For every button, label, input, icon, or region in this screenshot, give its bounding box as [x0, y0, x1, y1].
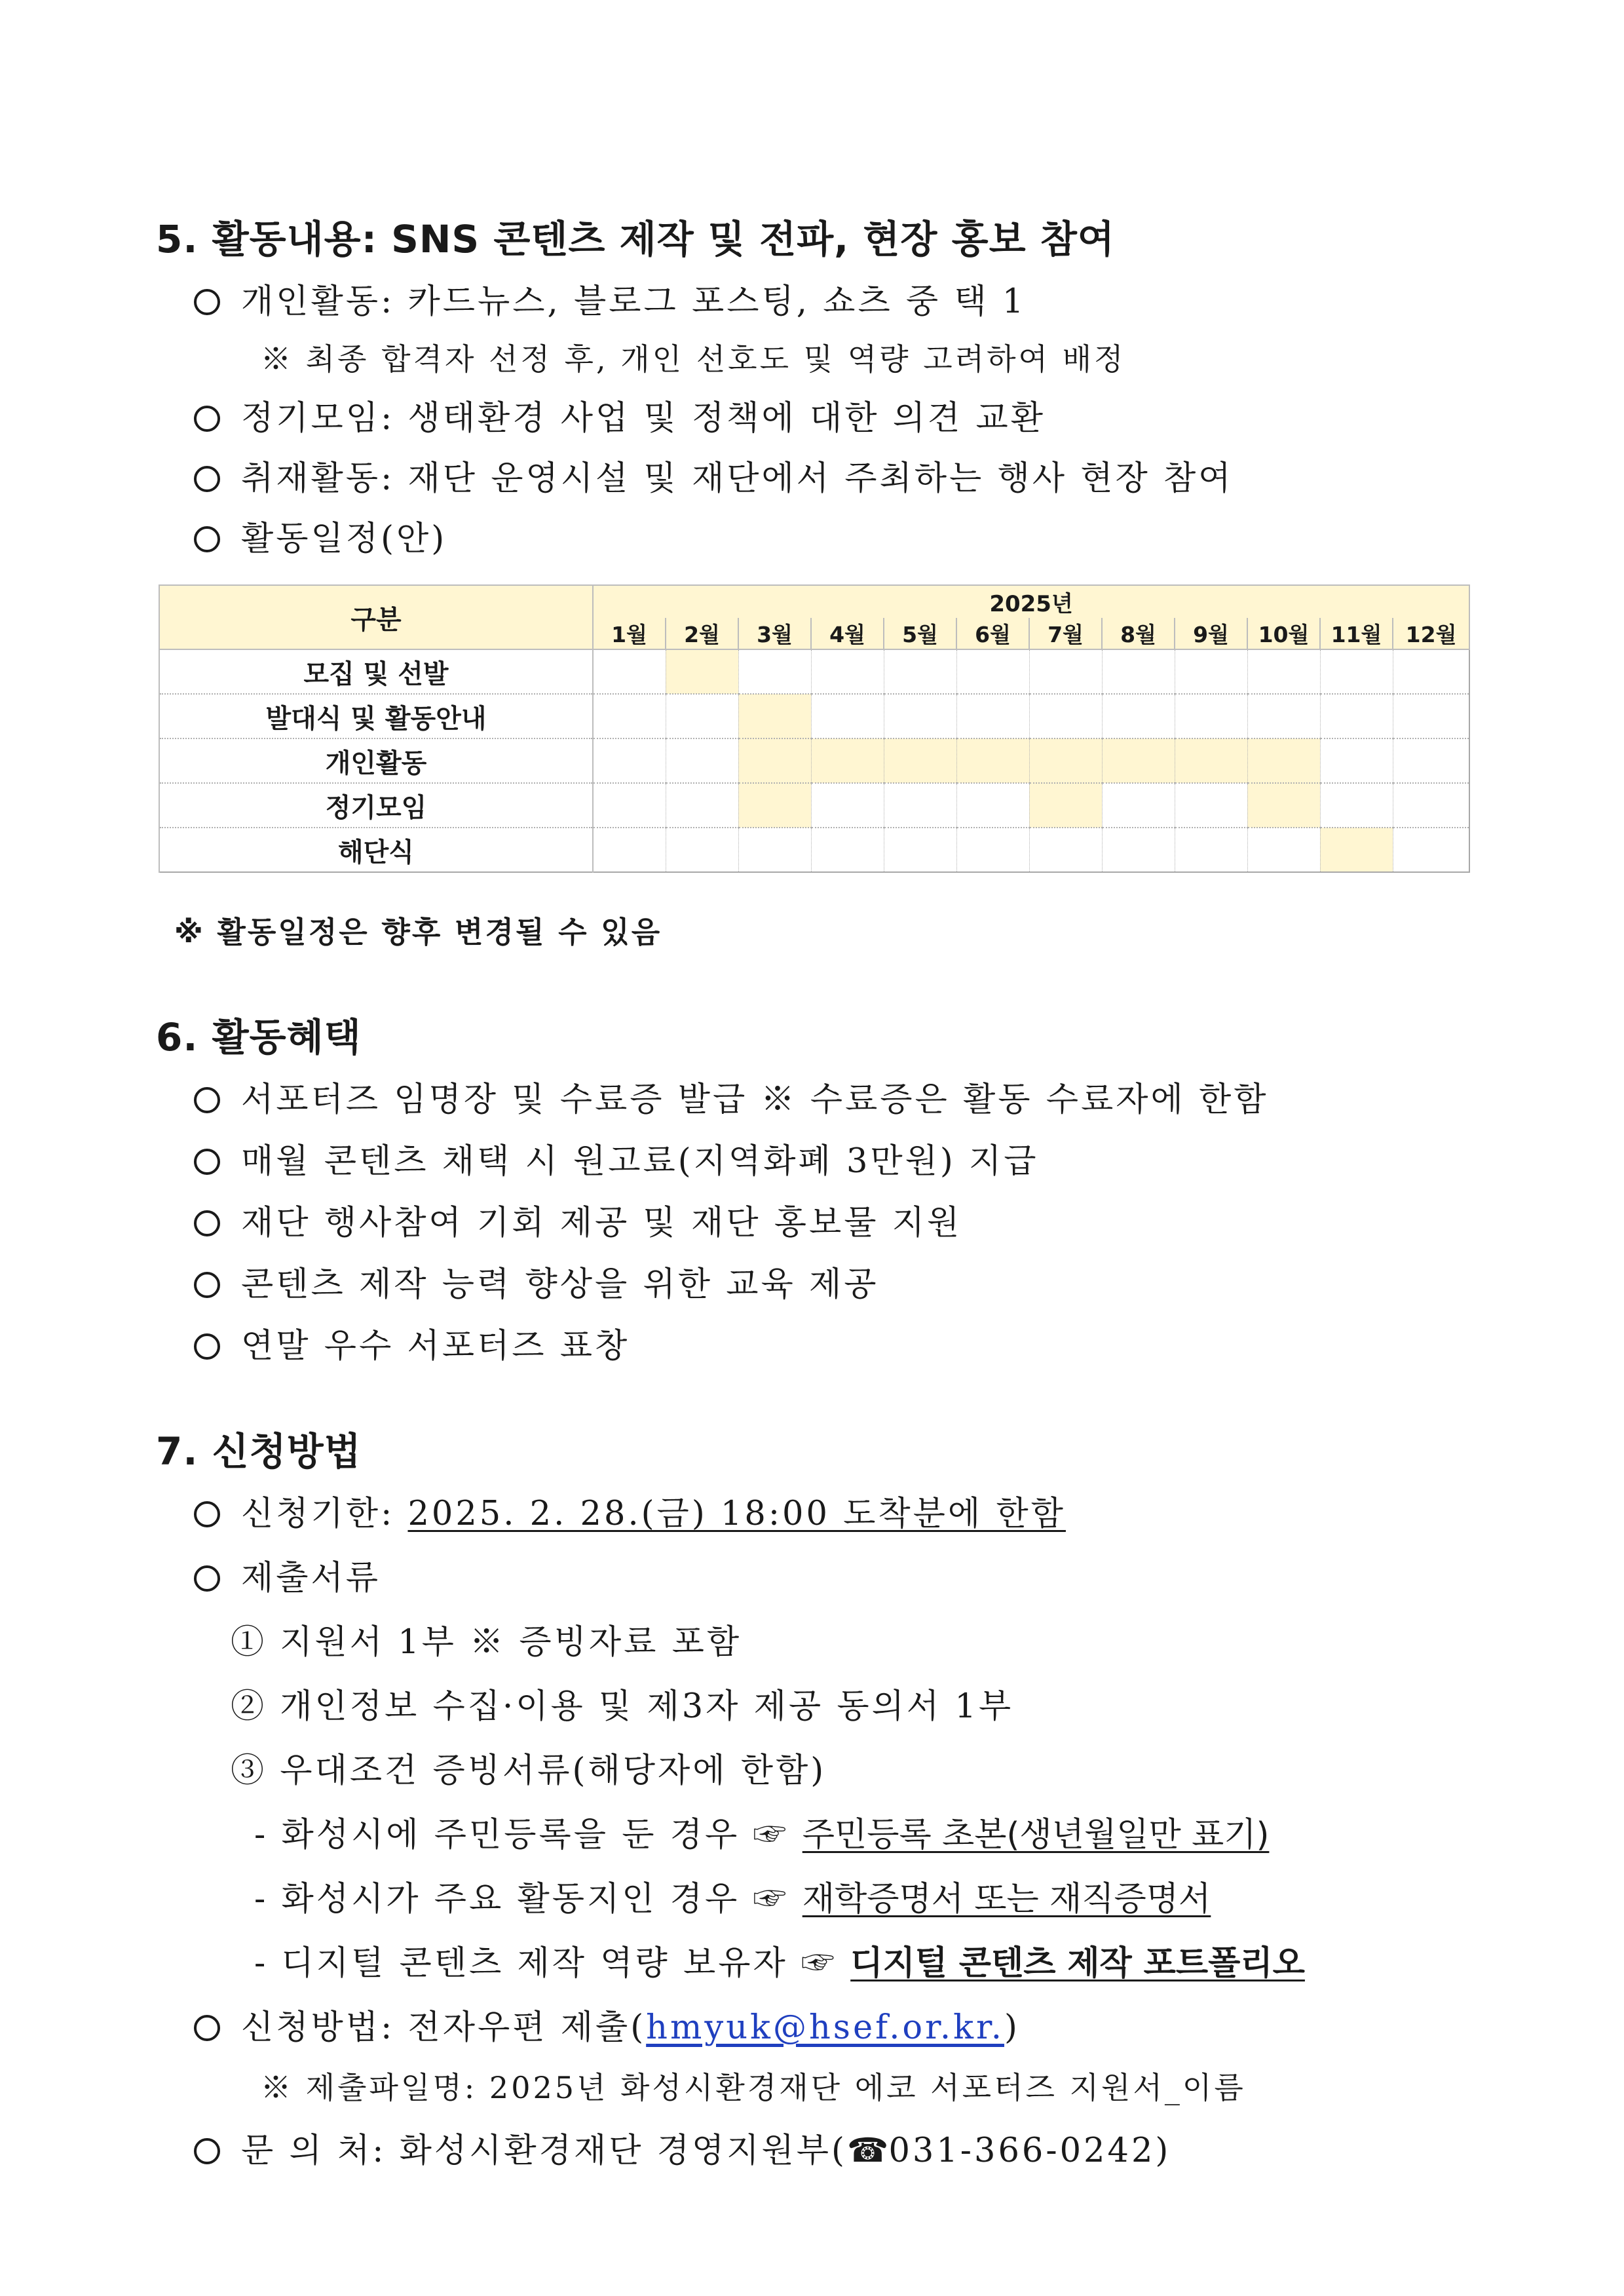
schedule-row-label: 해단식	[159, 828, 593, 872]
schedule-category-header: 구분	[159, 585, 593, 649]
schedule-row-label: 정기모임	[159, 783, 593, 828]
deadline-line: 신청기한: 2025. 2. 28.(금) 18:00 도착분에 한함	[194, 1486, 1066, 1535]
schedule-cell-active	[1102, 738, 1175, 783]
schedule-cell	[738, 649, 811, 694]
schedule-cell	[1102, 694, 1175, 738]
phone-icon: ☎	[846, 2132, 889, 2170]
schedule-cell-active	[956, 738, 1029, 783]
circle-bullet-icon	[194, 1565, 220, 1592]
schedule-month-header: 4월	[811, 618, 884, 649]
schedule-cell	[1247, 828, 1320, 872]
schedule-month-header: 8월	[1102, 618, 1175, 649]
schedule-cell	[666, 828, 738, 872]
schedule-cell	[1175, 783, 1247, 828]
schedule-cell	[1102, 649, 1175, 694]
circle-bullet-icon	[194, 466, 220, 492]
schedule-cell	[666, 783, 738, 828]
schedule-cell	[1029, 649, 1102, 694]
circle-bullet-icon	[194, 526, 220, 552]
schedule-cell	[1247, 649, 1320, 694]
schedule-cell	[1320, 738, 1393, 783]
schedule-cell-active	[884, 738, 956, 783]
schedule-row-label: 모집 및 선발	[159, 649, 593, 694]
circle-bullet-icon	[194, 289, 220, 315]
schedule-cell	[1320, 694, 1393, 738]
schedule-month-header: 12월	[1393, 618, 1469, 649]
schedule-month-header: 1월	[593, 618, 666, 649]
benefit-item: 연말 우수 서포터즈 표창	[194, 1318, 630, 1367]
condition-proof: 디지털 콘텐츠 제작 포트폴리오	[850, 1944, 1305, 1983]
schedule-cell-active	[666, 649, 738, 694]
schedule-cell	[811, 783, 884, 828]
schedule-cell	[1247, 694, 1320, 738]
circle-bullet-icon	[194, 1210, 220, 1236]
schedule-cell	[811, 828, 884, 872]
schedule-cell	[593, 694, 666, 738]
schedule-cell-active	[738, 694, 811, 738]
schedule-cell-active	[1029, 783, 1102, 828]
section-5-item-schedule: 활동일정(안)	[194, 511, 447, 560]
circle-bullet-icon	[194, 406, 220, 432]
filename-note: ※ 제출파일명: 2025년 화성시환경재단 에코 서포터즈 지원서_이름	[261, 2070, 1246, 2105]
schedule-cell	[1393, 649, 1469, 694]
schedule-cell	[956, 783, 1029, 828]
circle-bullet-icon	[194, 1272, 220, 1298]
schedule-cell	[1102, 783, 1175, 828]
schedule-cell	[666, 694, 738, 738]
schedule-month-header: 6월	[956, 618, 1029, 649]
document-item: ① 지원서 1부 ※ 증빙자료 포함	[231, 1623, 742, 1662]
schedule-month-header: 11월	[1320, 618, 1393, 649]
document-item: ② 개인정보 수집·이용 및 제3자 제공 동의서 1부	[231, 1687, 1014, 1726]
schedule-cell	[1393, 694, 1469, 738]
schedule-cell	[1393, 738, 1469, 783]
email-link[interactable]: hmyuk@hsef.or.kr.	[646, 2008, 1004, 2047]
schedule-month-header: 3월	[738, 618, 811, 649]
circle-bullet-icon	[194, 2015, 220, 2041]
schedule-cell	[738, 828, 811, 872]
schedule-row	[159, 783, 1469, 828]
benefit-item: 서포터즈 임명장 및 수료증 발급 ※ 수료증은 활동 수료자에 한함	[194, 1072, 1269, 1120]
schedule-cell	[956, 649, 1029, 694]
schedule-row	[159, 738, 1469, 783]
condition-proof: 재학증명서 또는 재직증명서	[802, 1880, 1211, 1919]
schedule-cell	[1320, 783, 1393, 828]
schedule-row	[159, 649, 1469, 694]
condition-line: - 화성시가 주요 활동지인 경우 ☞ 재학증명서 또는 재직증명서	[254, 1880, 1211, 1919]
schedule-cell-active	[738, 783, 811, 828]
condition-proof: 주민등록 초본(생년월일만 표기)	[802, 1816, 1270, 1854]
method-line: 신청방법: 전자우편 제출(hmyuk@hsef.or.kr.)	[194, 2000, 1020, 2048]
schedule-cell	[1320, 649, 1393, 694]
schedule-cell-active	[738, 738, 811, 783]
section-6-title: 6. 활동혜택	[156, 1015, 362, 1060]
schedule-cell	[1029, 828, 1102, 872]
schedule-cell	[593, 783, 666, 828]
schedule-year-header: 2025년	[593, 585, 1469, 618]
benefit-item: 매월 콘텐츠 채택 시 원고료(지역화폐 3만원) 지급	[194, 1134, 1039, 1182]
circle-bullet-icon	[194, 1501, 220, 1527]
schedule-row	[159, 828, 1469, 872]
benefit-item: 콘텐츠 제작 능력 향상을 위한 교육 제공	[194, 1257, 879, 1305]
schedule-cell-active	[811, 738, 884, 783]
schedule-cell	[956, 828, 1029, 872]
schedule-cell	[593, 738, 666, 783]
schedule-month-header: 9월	[1175, 618, 1247, 649]
schedule-month-header: 2월	[666, 618, 738, 649]
schedule-row-label: 개인활동	[159, 738, 593, 783]
schedule-cell	[1393, 828, 1469, 872]
schedule-cell-active	[1247, 738, 1320, 783]
schedule-cell	[593, 828, 666, 872]
circle-bullet-icon	[194, 1333, 220, 1360]
condition-line: - 디지털 콘텐츠 제작 역량 보유자 ☞ 디지털 콘텐츠 제작 포트폴리오	[254, 1944, 1305, 1983]
schedule-cell	[884, 649, 956, 694]
schedule-cell	[593, 649, 666, 694]
schedule-cell	[956, 694, 1029, 738]
schedule-cell	[1029, 694, 1102, 738]
schedule-cell	[811, 694, 884, 738]
schedule-cell	[666, 738, 738, 783]
contact-line: 문 의 처: 화성시환경재단 경영지원부(☎031-366-0242)	[194, 2123, 1171, 2172]
schedule-row	[159, 694, 1469, 738]
schedule-cell	[884, 828, 956, 872]
section-7-title: 7. 신청방법	[156, 1429, 362, 1474]
section-5-item-coverage: 취재활동: 재단 운영시설 및 재단에서 주최하는 행사 현장 참여	[194, 451, 1234, 499]
schedule-cell-active	[1320, 828, 1393, 872]
benefit-item: 재단 행사참여 기회 제공 및 재단 홍보물 지원	[194, 1195, 962, 1244]
schedule-table	[159, 584, 1470, 873]
document-item: ③ 우대조건 증빙서류(해당자에 한함)	[231, 1751, 827, 1790]
schedule-cell	[884, 694, 956, 738]
schedule-row-label: 발대식 및 활동안내	[159, 694, 593, 738]
schedule-cell	[1175, 828, 1247, 872]
circle-bullet-icon	[194, 1087, 220, 1113]
deadline-value: 2025. 2. 28.(금) 18:00 도착분에 한함	[407, 1495, 1066, 1533]
schedule-cell	[1175, 649, 1247, 694]
circle-bullet-icon	[194, 2138, 220, 2164]
schedule-cell-active	[1247, 783, 1320, 828]
condition-line: - 화성시에 주민등록을 둔 경우 ☞ 주민등록 초본(생년월일만 표기)	[254, 1816, 1270, 1854]
schedule-cell-active	[1175, 738, 1247, 783]
section-5-item-meeting: 정기모임: 생태환경 사업 및 정책에 대한 의견 교환	[194, 391, 1046, 439]
schedule-cell-active	[1029, 738, 1102, 783]
schedule-cell	[1102, 828, 1175, 872]
schedule-month-header: 5월	[884, 618, 956, 649]
section-5-item-personal: 개인활동: 카드뉴스, 블로그 포스팅, 쇼츠 중 택 1	[194, 274, 1026, 322]
schedule-month-header: 10월	[1247, 618, 1320, 649]
schedule-note: ※ 활동일정은 향후 변경될 수 있음	[174, 915, 662, 949]
section-5-title: 5. 활동내용: SNS 콘텐츠 제작 및 전파, 현장 홍보 참여	[156, 217, 1115, 261]
section-5-note: ※ 최종 합격자 선정 후, 개인 선호도 및 역량 고려하여 배정	[261, 341, 1126, 377]
schedule-month-header: 7월	[1029, 618, 1102, 649]
documents-label: 제출서류	[194, 1550, 381, 1599]
schedule-cell	[884, 783, 956, 828]
schedule-cell	[1393, 783, 1469, 828]
schedule-cell	[1175, 694, 1247, 738]
circle-bullet-icon	[194, 1149, 220, 1175]
schedule-cell	[811, 649, 884, 694]
